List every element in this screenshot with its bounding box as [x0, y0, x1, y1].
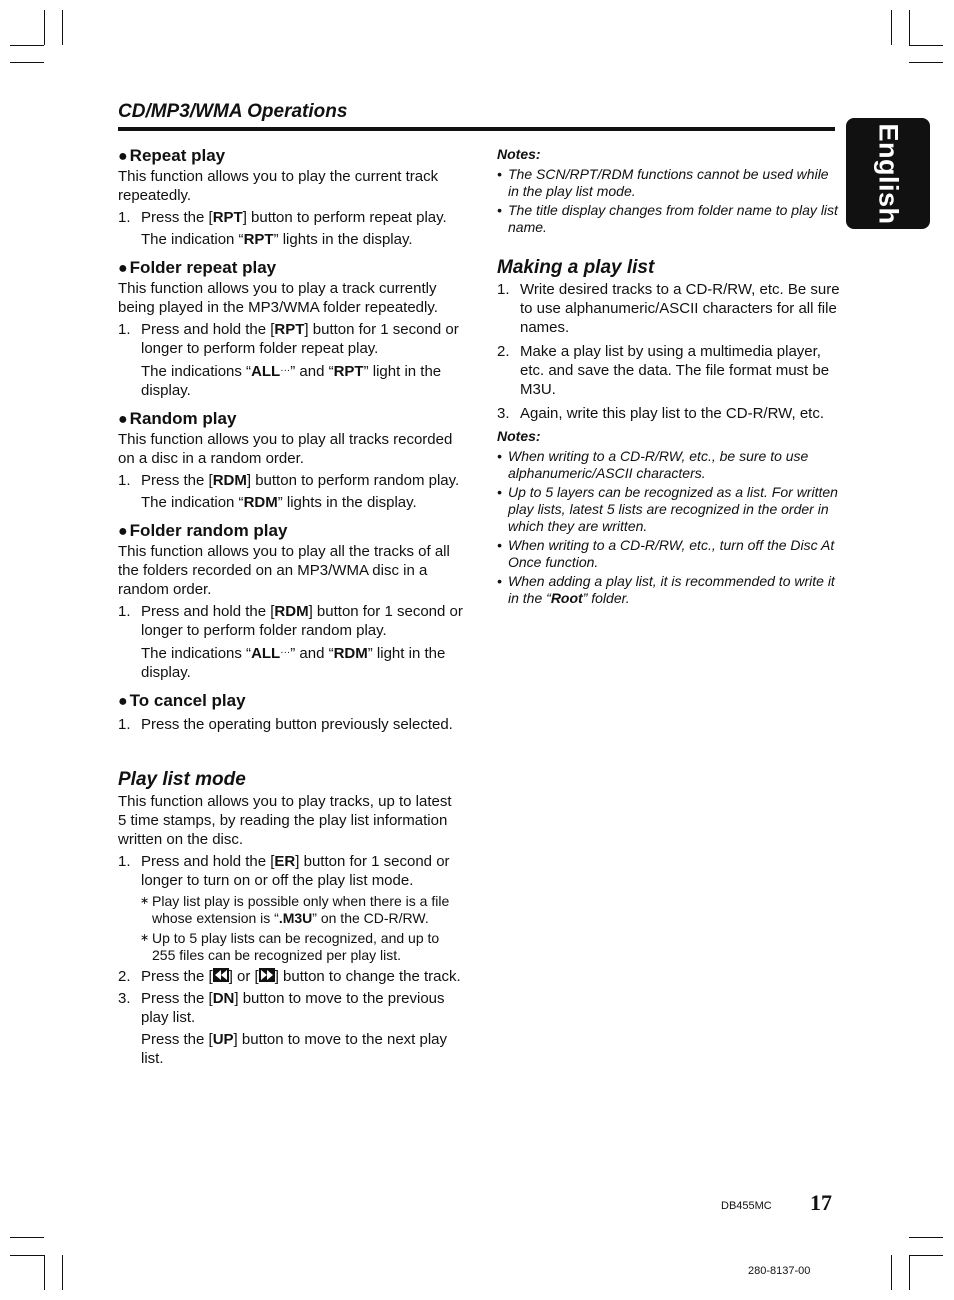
- step-number: 3.: [118, 990, 131, 1007]
- crop-mark: [44, 10, 45, 45]
- key-label: ALL: [251, 645, 281, 662]
- note-item: [497, 166, 842, 200]
- key-label: DN: [212, 990, 235, 1007]
- text: The indication “: [141, 231, 244, 248]
- note-item: [497, 537, 842, 571]
- crop-mark: [909, 1255, 943, 1256]
- bullet-icon: ●: [118, 148, 128, 165]
- repeat-play-desc: This function allows you to play the current track repeatedly.: [118, 168, 439, 204]
- language-tab: [846, 118, 930, 229]
- text: Press and hold the [: [141, 603, 275, 620]
- text: Play list play is possible only when there is a file whose extension is “: [152, 893, 450, 926]
- section-title: CD/MP3/WMA Operations: [118, 101, 348, 122]
- step-text: [141, 320, 463, 358]
- crop-mark: [44, 1255, 45, 1290]
- next-track-icon: [259, 968, 275, 982]
- indication: [141, 230, 463, 249]
- extension: .M3U: [278, 910, 313, 926]
- list-item: [118, 208, 463, 227]
- crop-mark: [909, 45, 943, 46]
- step-number: 1.: [118, 209, 131, 226]
- language-tab-label: English: [873, 122, 904, 225]
- step-number: 2.: [118, 968, 131, 985]
- step-number: 3.: [497, 405, 510, 422]
- note-text: [508, 573, 842, 607]
- key-label: UP: [212, 1031, 234, 1048]
- model-number: DB455MC: [721, 1200, 772, 1212]
- step-number: 1.: [118, 472, 131, 489]
- step-number: 1.: [118, 603, 131, 620]
- crop-mark: [891, 10, 892, 45]
- bullet: •: [497, 484, 502, 500]
- heading-text: Folder random play: [129, 521, 288, 540]
- key-label: RPT: [212, 209, 243, 226]
- text: The indications “: [141, 363, 252, 380]
- indication: [141, 361, 463, 400]
- text: ” lights in the display.: [277, 494, 417, 511]
- note-text: When writing to a CD-R/RW, etc., be sure to use alphanumeric/ASCII characters.: [508, 448, 809, 481]
- key-label: ALL: [251, 363, 281, 380]
- note-text: The SCN/RPT/RDM functions cannot be used while in the play list mode.: [508, 166, 829, 199]
- folder-repeat-heading: [118, 257, 463, 279]
- heading-text: Random play: [129, 409, 237, 428]
- previous-track-icon: [213, 968, 229, 982]
- repeat-play-heading: [118, 145, 463, 167]
- step-number: 2.: [497, 343, 510, 360]
- key-label: RDM: [274, 603, 309, 620]
- part-number: 280-8137-00: [748, 1265, 811, 1277]
- text: ] button for 1 second or longer to perform folder random play.: [141, 603, 463, 639]
- text: ] button to move to the previous play list.: [141, 990, 445, 1026]
- text: Press the [: [141, 990, 213, 1007]
- text: ] button for 1 second or longer to turn on or off the play list mode.: [141, 853, 450, 889]
- crop-mark: [10, 1255, 44, 1256]
- crop-mark: [909, 1255, 910, 1290]
- list-item: [118, 967, 463, 986]
- text: The indications “: [141, 645, 252, 662]
- text: ” on the CD-R/RW.: [312, 910, 429, 926]
- step-number: 1.: [497, 281, 510, 298]
- asterisk: ∗: [140, 932, 150, 944]
- play-list-mode-heading: Play list mode: [118, 769, 246, 790]
- text: ” and “: [290, 363, 334, 380]
- step-text: [141, 989, 463, 1027]
- text: ] button to perform repeat play.: [242, 209, 447, 226]
- crop-mark: [909, 1237, 943, 1238]
- random-play-desc: This function allows you to play all tracks recorded on a disc in a random order.: [118, 431, 453, 467]
- footnote-text: Up to 5 play lists can be recognized, and up to 255 files can be recognized per play list.: [152, 930, 440, 963]
- text: ” light in the display.: [141, 645, 446, 681]
- bullet-icon: ●: [118, 260, 128, 277]
- heading-text: Repeat play: [129, 146, 226, 165]
- list-item: [118, 989, 463, 1027]
- crop-mark: [10, 45, 44, 46]
- text: ” light in the display.: [141, 363, 442, 399]
- right-column: [497, 145, 842, 607]
- key-label: RDM: [333, 645, 368, 662]
- step-text: [141, 602, 463, 640]
- crop-mark: [909, 62, 943, 63]
- crop-mark: [909, 10, 910, 45]
- bullet-icon: ●: [118, 693, 128, 710]
- text: Press the [: [141, 968, 213, 985]
- page-number: 17: [810, 1190, 832, 1215]
- step-number: 1.: [118, 716, 131, 733]
- crop-mark: [62, 1255, 63, 1290]
- folder-name: Root: [550, 590, 583, 606]
- crop-mark: [891, 1255, 892, 1290]
- text: Press the [: [141, 472, 213, 489]
- step-number: 1.: [118, 321, 131, 338]
- folder-random-heading: [118, 520, 463, 542]
- list-item: [118, 852, 463, 890]
- random-play-heading: [118, 408, 463, 430]
- note-text: When writing to a CD-R/RW, etc., turn off the Disc At Once function.: [508, 537, 835, 570]
- note-item: [497, 202, 842, 236]
- notes-heading: Notes:: [497, 428, 541, 444]
- list-item: [497, 280, 842, 337]
- bullet: •: [497, 448, 502, 464]
- footnote: [140, 930, 463, 964]
- footnote: [140, 893, 463, 927]
- text: ] button to change the track.: [274, 968, 461, 985]
- note-text: The title display changes from folder name to play list name.: [508, 202, 838, 235]
- heading-text: Folder repeat play: [129, 258, 277, 277]
- bullet: •: [497, 202, 502, 218]
- list-item: [497, 342, 842, 399]
- bullet: •: [497, 573, 502, 589]
- bullet: •: [497, 537, 502, 553]
- cancel-play-heading: [118, 690, 463, 712]
- asterisk: ∗: [140, 895, 150, 907]
- folder-repeat-desc: This function allows you to play a track currently being played in the MP3/WMA folder repeatedly.: [118, 280, 438, 316]
- indication: [141, 493, 463, 512]
- note-item: [497, 573, 842, 607]
- left-column: [118, 145, 463, 1068]
- step-text: [141, 471, 463, 490]
- crop-mark: [10, 1237, 44, 1238]
- text: ] or [: [228, 968, 259, 985]
- step-continuation: [141, 1030, 463, 1068]
- list-item: [118, 471, 463, 490]
- play-list-mode-desc: This function allows you to play tracks, up to latest 5 time stamps, by reading the play list information written on the disc.: [118, 793, 452, 848]
- step-text: Press the operating button previously selected.: [141, 716, 453, 733]
- text: ” and “: [290, 645, 334, 662]
- step-text: Again, write this play list to the CD-R/RW, etc.: [520, 405, 824, 422]
- heading-text: To cancel play: [129, 691, 246, 710]
- step-text: [141, 208, 463, 227]
- step-text: [141, 852, 463, 890]
- text: The indication “: [141, 494, 244, 511]
- step-text: Make a play list by using a multimedia player, etc. and save the data. The file format must be M3U.: [520, 343, 830, 398]
- text: ] button for 1 second or longer to perform folder repeat play.: [141, 321, 459, 357]
- key-label: ER: [274, 853, 296, 870]
- bullet: •: [497, 166, 502, 182]
- ellipsis: ···: [280, 365, 291, 376]
- key-label: RDM: [243, 494, 278, 511]
- key-label: RDM: [212, 472, 247, 489]
- text: ” folder.: [582, 590, 630, 606]
- footnote-text: [152, 893, 463, 927]
- crop-mark: [10, 62, 44, 63]
- bullet-icon: ●: [118, 411, 128, 428]
- note-item: [497, 448, 842, 482]
- bullet-icon: ●: [118, 523, 128, 540]
- note-text: Up to 5 layers can be recognized as a list. For written play lists, latest 5 lists are recognized in the order in which they are written.: [508, 484, 838, 534]
- text: Press and hold the [: [141, 853, 275, 870]
- key-label: RPT: [243, 231, 274, 248]
- making-play-list-heading: Making a play list: [497, 257, 655, 278]
- step-text: [141, 967, 463, 986]
- text: ] button to move to the next play list.: [141, 1031, 448, 1067]
- text: ” lights in the display.: [273, 231, 413, 248]
- step-number: 1.: [118, 853, 131, 870]
- text: Press and hold the [: [141, 321, 275, 338]
- crop-mark: [62, 10, 63, 45]
- list-item: [118, 320, 463, 358]
- text: Press the [: [141, 209, 213, 226]
- notes-heading: Notes:: [497, 146, 541, 162]
- list-item: [118, 715, 463, 734]
- key-label: RPT: [274, 321, 305, 338]
- indication: [141, 643, 463, 682]
- note-item: [497, 484, 842, 535]
- ellipsis: ···: [280, 647, 291, 658]
- list-item: [118, 602, 463, 640]
- text: When adding a play list, it is recommended to write it in the “: [508, 573, 835, 606]
- text: ] button to perform random play.: [246, 472, 460, 489]
- list-item: [497, 404, 842, 423]
- text: Press the [: [141, 1031, 213, 1048]
- step-text: Write desired tracks to a CD-R/RW, etc. Be sure to use alphanumeric/ASCII characters for all file names.: [520, 281, 840, 336]
- header-rule: [118, 127, 835, 131]
- folder-random-desc: This function allows you to play all the tracks of all the folders recorded on an MP3/WMA disc in a random order.: [118, 543, 450, 598]
- key-label: RPT: [333, 363, 364, 380]
